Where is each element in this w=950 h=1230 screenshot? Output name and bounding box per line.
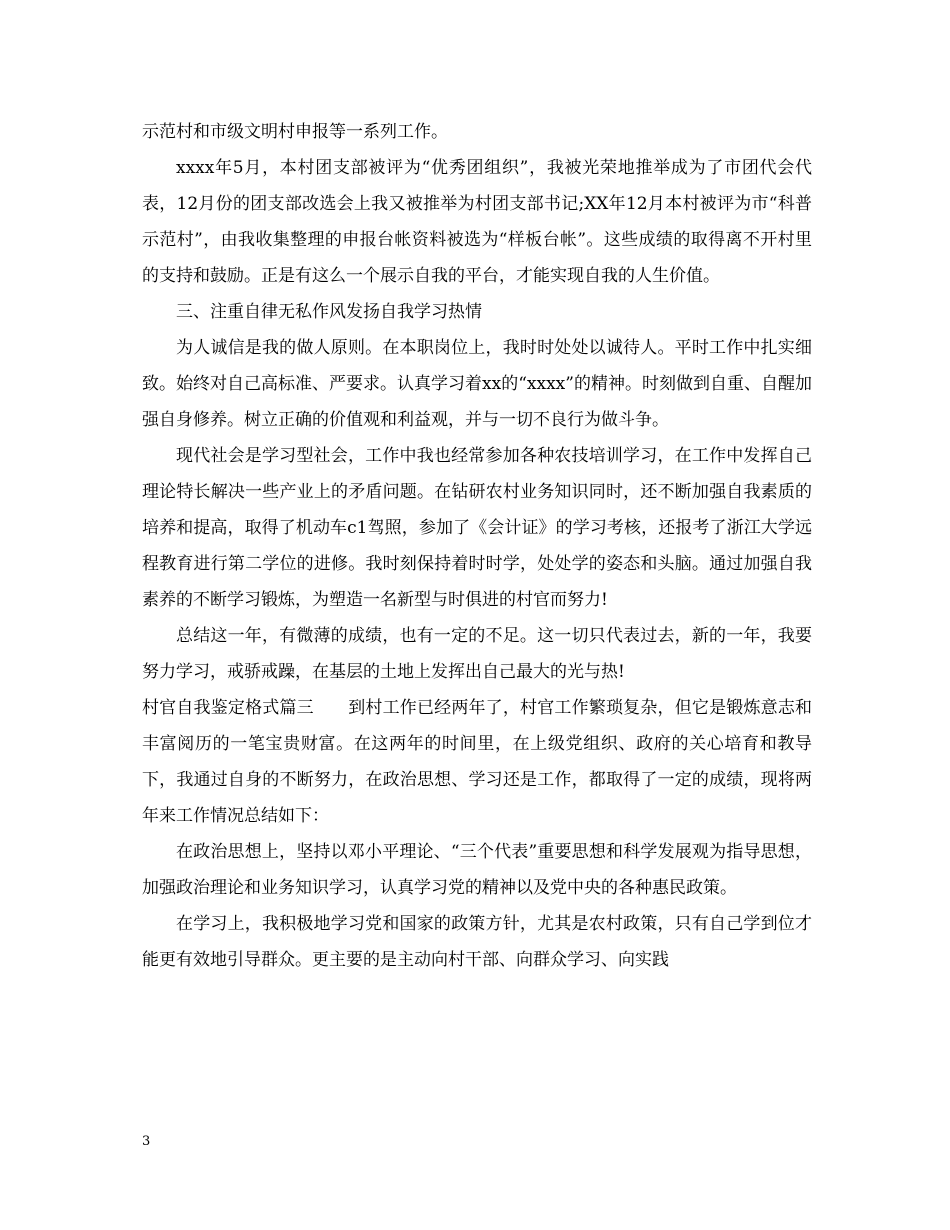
paragraph-5: 总结这一年，有微薄的成绩，也有一定的不足。这一切只代表过去，新的一年，我要努力学习，戒骄戒躁，在基层的土地上发挥出自己最大的光与热! [142, 626, 812, 682]
section-heading: 三、注重自律无私作风发扬自我学习热情 [176, 302, 482, 322]
paragraph-8: 在学习上，我积极地学习党和国家的政策方针，尤其是农村政策，只有自己学到位才能更有效地引导群众。更主要的是主动向村干部、向群众学习、向实践 [142, 914, 812, 970]
document-body [142, 114, 812, 978]
paragraph-6: 村官自我鉴定格式篇三 到村工作已经两年了，村官工作繁琐复杂，但它是锻炼意志和丰富阅历的一笔宝贵财富。在这两年的时间里，在上级党组织、政府的关心培育和教导下，我通过自身的不断努力，在政治思想、学习还是工作，都取得了一定的成绩，现将两年来工作情况总结如下： [142, 698, 812, 826]
paragraph-2: xxxx年5月，本村团支部被评为“优秀团组织”，我被光荣地推举成为了市团代会代表，12月份的团支部改选会上我又被推举为村团支部书记;XX年12月本村被评为市“科普示范村”，由我收集整理的申报台帐资料被选为“样板台帐”。这些成绩的取得离不开村里的支持和鼓励。正是有这么一个展示自我的平台，才能实现自我的人生价值。 [142, 158, 812, 286]
paragraph-3: 为人诚信是我的做人原则。在本职岗位上，我时时处处以诚待人。平时工作中扎实细致。始终对自己高标准、严要求。认真学习着xx的“xxxx”的精神。时刻做到自重、自醒加强自身修养。树立正确的价值观和利益观，并与一切不良行为做斗争。 [142, 338, 812, 430]
paragraph-1: 示范村和市级文明村申报等一系列工作。 [142, 122, 448, 142]
paragraph-7: 在政治思想上，坚持以邓小平理论、“三个代表”重要思想和科学发展观为指导思想，加强政治理论和业务知识学习，认真学习党的精神以及党中央的各种惠民政策。 [142, 842, 812, 898]
paragraph-4: 现代社会是学习型社会，工作中我也经常参加各种农技培训学习，在工作中发挥自己理论特长解决一些产业上的矛盾问题。在钻研农村业务知识同时，还不断加强自我素质的培养和提高，取得了机动车c1驾照，参加了《会计证》的学习考核，还报考了浙江大学远程教育进行第二学位的进修。我时刻保持着时时学，处处学的姿态和头脑。通过加强自我素养的不断学习锻炼，为塑造一名新型与时俱进的村官而努力! [142, 446, 812, 610]
page-number: 3 [142, 1134, 151, 1149]
